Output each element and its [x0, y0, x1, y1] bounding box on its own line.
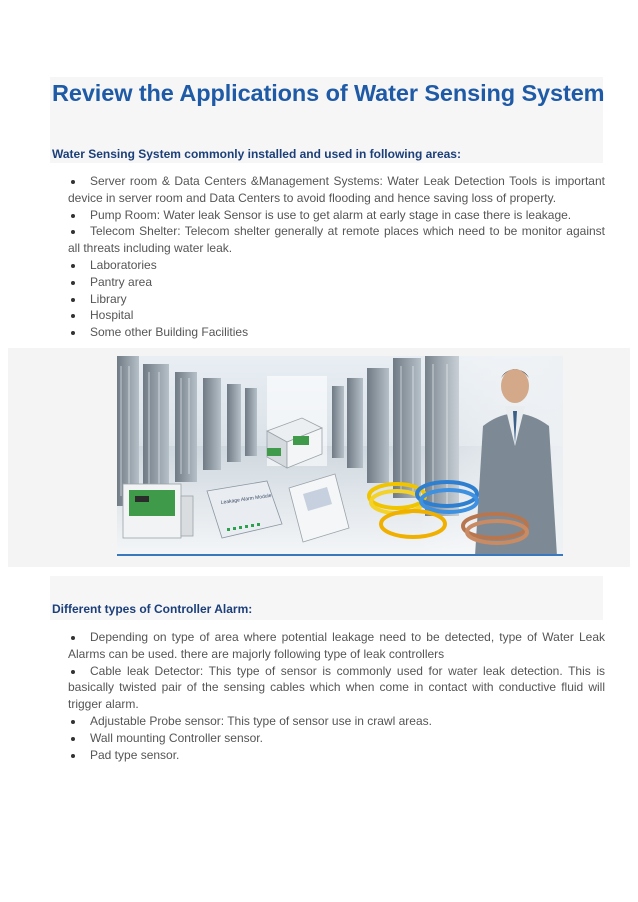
list-item: Pad type sensor.: [68, 747, 605, 764]
data-center-products-image: [117, 356, 563, 556]
list-item: Library: [68, 291, 605, 308]
list-item: Telecom Shelter: Telecom shelter generally at remote places which need to be monitor against all threats including water leak.: [68, 224, 605, 256]
page-title: Review the Applications of Water Sensing System: [52, 80, 605, 106]
section-2-subheading: Different types of Controller Alarm:: [52, 602, 253, 616]
list-item: Adjustable Probe sensor: This type of sensor use in crawl areas.: [68, 713, 605, 730]
list-item: Wall mounting Controller sensor.: [68, 730, 605, 747]
list-item: Cable leak Detector: This type of sensor is commonly used for water leak detection. This is basically twisted pair of the sensing cables which when come in contact with conductive fluid will trigger alarm.: [68, 663, 605, 712]
device-label: Leakage Alarm Module: [220, 492, 272, 506]
list-item: Hospital: [68, 307, 605, 324]
list-item: Depending on type of area where potential leakage need to be detected, type of Water Leak Alarms can be used. there are majorly following type of leak controllers: [68, 630, 605, 661]
controller-types-list: [68, 629, 605, 763]
list-item: Laboratories: [68, 257, 605, 274]
list-item: Server room & Data Centers &Management Systems: Water Leak Detection Tools is important device in server room and Data Centers to avoid flooding and hence saving loss of property.: [68, 174, 605, 205]
list-item: Pantry area: [68, 274, 605, 291]
list-item: Pump Room: Water leak Sensor is use to get alarm at early stage in case there is leakage.: [68, 207, 605, 224]
applications-list: [68, 173, 605, 341]
section-1-subheading: Water Sensing System commonly installed and used in following areas:: [52, 147, 461, 161]
list-item: Some other Building Facilities: [68, 324, 605, 341]
